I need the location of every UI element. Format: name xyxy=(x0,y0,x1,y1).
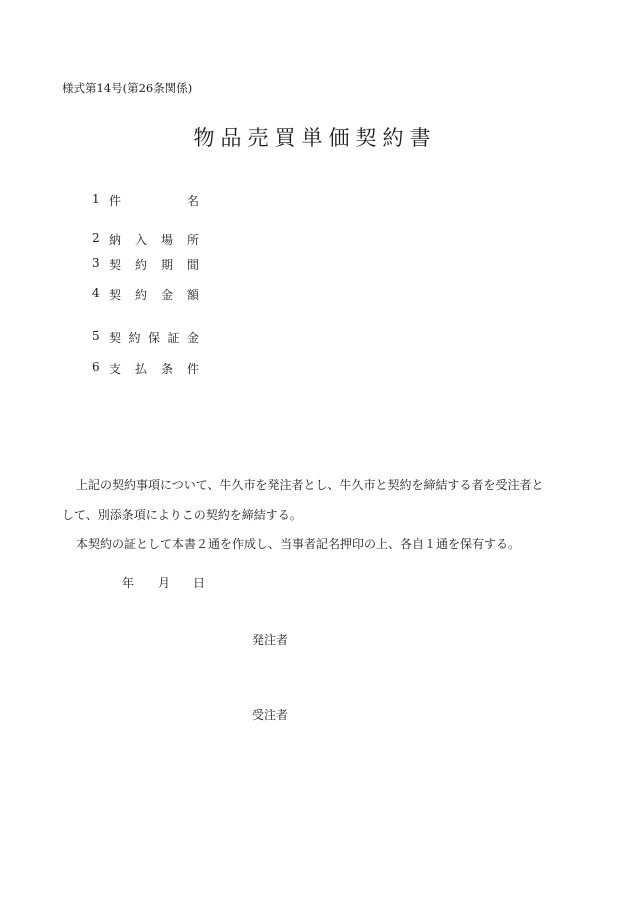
item-label xyxy=(109,329,199,346)
label-char: 入 xyxy=(134,233,147,247)
label-char: 間 xyxy=(186,258,199,272)
form-number: 様式第14号(第26条関係) xyxy=(62,81,193,95)
item-label xyxy=(109,231,199,248)
item-number: 5 xyxy=(92,329,100,343)
item-number: 1 xyxy=(92,192,100,206)
label-char: 名 xyxy=(186,194,199,208)
body-line-3: 本契約の証として本書２通を作成し、当事者記名押印の上、各自１通を保有する。 xyxy=(76,537,521,551)
label-char: 証 xyxy=(167,331,180,345)
label-char: 金 xyxy=(186,331,199,345)
label-char: 件 xyxy=(186,362,199,376)
label-char: 条 xyxy=(160,362,173,376)
label-char: 支 xyxy=(109,362,122,376)
label-char: 件 xyxy=(109,194,122,208)
label-char: 期 xyxy=(160,258,173,272)
item-label xyxy=(109,286,199,303)
label-char: 約 xyxy=(128,331,141,345)
label-char: 約 xyxy=(134,258,147,272)
body-line-2: して、別添条項によりこの契約を締結する。 xyxy=(62,508,302,522)
label-char: 納 xyxy=(109,233,122,247)
date-year: 年 xyxy=(122,576,135,590)
item-label xyxy=(109,192,199,209)
document-title: 物品売買単価契約書 xyxy=(193,126,437,150)
contractor-label: 受注者 xyxy=(252,708,289,722)
label-char: 所 xyxy=(186,233,199,247)
item-number: 4 xyxy=(92,286,100,300)
label-char: 契 xyxy=(109,331,122,345)
body-line-1: 上記の契約事項について、牛久市を発注者とし、牛久市と契約を締結する者を受注者と xyxy=(76,478,544,492)
item-number: 6 xyxy=(92,360,100,374)
label-char: 契 xyxy=(109,258,122,272)
item-label xyxy=(109,256,199,273)
item-number: 3 xyxy=(92,256,100,270)
label-char: 払 xyxy=(134,362,147,376)
label-char: 契 xyxy=(109,288,122,302)
item-label xyxy=(109,360,199,377)
date-day: 日 xyxy=(193,576,206,590)
label-char: 場 xyxy=(160,233,173,247)
label-char: 金 xyxy=(160,288,173,302)
date-month: 月 xyxy=(158,576,171,590)
item-number: 2 xyxy=(92,231,100,245)
orderer-label: 発注者 xyxy=(252,633,289,647)
label-char: 約 xyxy=(134,288,147,302)
label-char: 保 xyxy=(147,331,160,345)
label-char: 額 xyxy=(186,288,199,302)
